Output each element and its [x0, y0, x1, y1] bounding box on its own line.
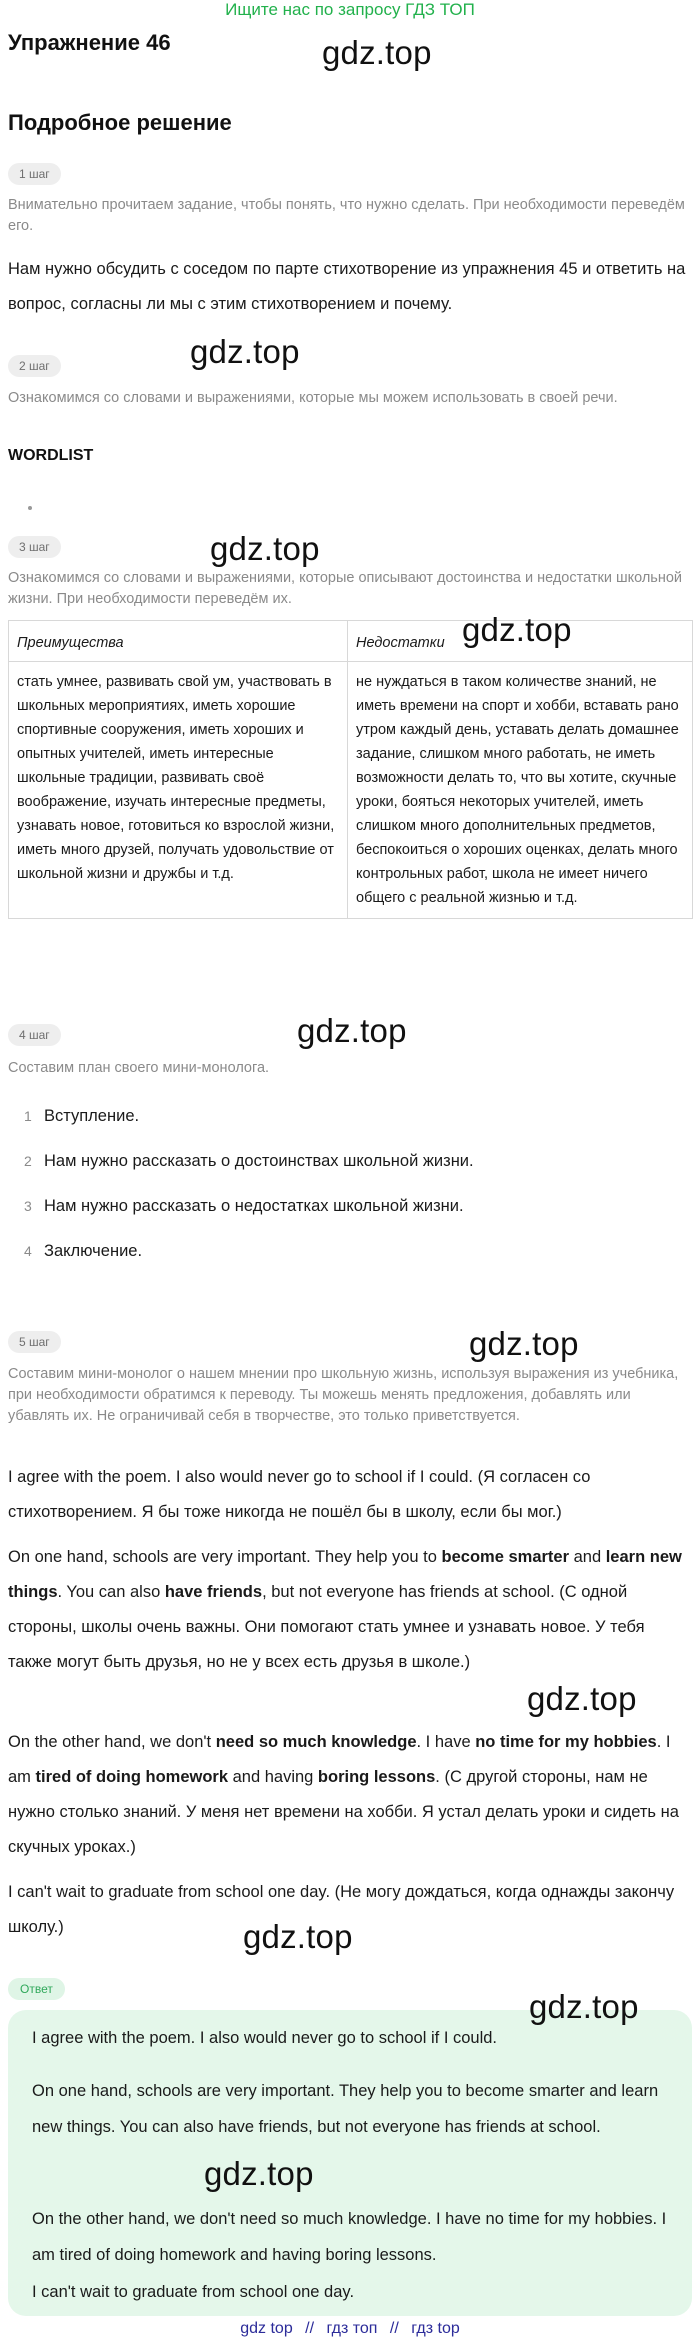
footer-link-gdz-top-ru[interactable]: гдз топ [326, 2320, 378, 2337]
watermark: gdz.top [322, 34, 432, 71]
list-item [8, 1102, 692, 1130]
watermark: gdz.top [462, 611, 572, 648]
step-badge-3: 3 шаг [8, 536, 61, 558]
footer-link-gdz-top-mixed[interactable]: гдз top [411, 2320, 460, 2337]
step-note-1: Внимательно прочитаем задание, чтобы понять, что нужно сделать. При необходимости переведём его. [8, 197, 685, 234]
monologue-paragraph-3: On the other hand, we don't need so much knowledge. I have no time for my hobbies. I am tired of doing homework and having boring lessons. (С другой стороны, нам не нужно столько знаний. У меня нет времени на хобби. Я устал делать уроки и сидеть на скучных уроках.) [8, 1733, 679, 1856]
step-badge-1: 1 шаг [8, 163, 61, 185]
step-note-4: Составим план своего мини-монолога. [8, 1060, 270, 1076]
watermark: gdz.top [204, 2155, 314, 2192]
answer-box [8, 2010, 692, 2316]
step-note-2: Ознакомимся со словами и выражениями, которые мы можем использовать в своей речи. [8, 390, 618, 406]
list-item [8, 1192, 692, 1220]
step-text-1: Нам нужно обсудить с соседом по парте стихотворение из упражнения 45 и ответить на вопрос, согласны ли мы с этим стихотворением и почему. [8, 260, 686, 313]
list-text: Заключение. [44, 1242, 143, 1260]
watermark: gdz.top [529, 1988, 639, 2025]
table-cell-pros: стать умнее, развивать свой ум, участвовать в школьных мероприятиях, иметь хорошие спортивные сооружения, иметь хороших и опытных учителей, иметь интересные школьные традиции, развивать своё воображение, изучать интересные предметы, узнавать новое, готовиться ко взрослой жизни, иметь много друзей, получать удовольствие от школьной жизни и дружбы и т.д. [9, 662, 348, 919]
answer-badge: Ответ [8, 1978, 65, 2000]
list-number: 4 [24, 1243, 32, 1259]
watermark: gdz.top [210, 530, 320, 567]
watermark: gdz.top [190, 333, 300, 370]
step-note-5: Составим мини-монолог о нашем мнении про школьную жизнь, используя выражения из учебника, при необходимости обратимся к переводу. Ты можешь менять предложения, добавлять или убавлять их. Не ограничивай себя в творчестве, это только приветствуется. [8, 1366, 679, 1424]
list-number: 3 [24, 1198, 32, 1214]
footer-link-gdz-top[interactable]: gdz top [240, 2320, 293, 2337]
search-banner: Ищите нас по запросу ГДЗ ТОП [225, 0, 475, 19]
step-badge-2: 2 шаг [8, 355, 61, 377]
watermark: gdz.top [243, 1918, 353, 1955]
list-item [8, 1147, 692, 1175]
footer-separator: // [305, 2320, 315, 2337]
table-cell-cons: не нуждаться в таком количестве знаний, не иметь времени на спорт и хобби, вставать рано утром каждый день, уставать делать домашнее задание, слишком много работать, не иметь возможности делать то, что вы хотите, скучные уроки, бояться некоторых учителей, иметь слишком много дополнительных предметов, беспокоиться о хороших оценках, делать много контрольных работ, школа не имеет ничего общего с реальной жизнью и т.д. [348, 662, 693, 919]
pros-cons-table [8, 620, 693, 919]
table-header-cons: Недостатки [348, 621, 693, 662]
step-badge-5: 5 шаг [8, 1331, 61, 1353]
monologue-paragraph-4: I can't wait to graduate from school one day. (Не могу дождаться, когда однажды закончу школу.) [8, 1883, 675, 1936]
monologue-paragraph-1: I agree with the poem. I also would never go to school if I could. (Я согласен со стихотворением. Я бы тоже никогда не пошёл бы в школу, если бы мог.) [8, 1468, 591, 1521]
watermark: gdz.top [527, 1680, 637, 1717]
footer-links [0, 2318, 700, 2340]
list-number: 1 [24, 1108, 32, 1124]
list-bullet [28, 506, 32, 510]
page-title: Упражнение 46 [8, 30, 171, 55]
watermark: gdz.top [469, 1325, 579, 1362]
answer-paragraph-3: On the other hand, we don't need so much knowledge. I have no time for my hobbies. I am tired of doing homework and having boring lessons. [32, 2210, 667, 2264]
section-title: Подробное решение [8, 110, 232, 135]
answer-paragraph-2: On one hand, schools are very important. They help you to become smarter and learn new things. You can also have friends, but not everyone has friends at school. [32, 2082, 659, 2136]
answer-paragraph-4: I can't wait to graduate from school one day. [32, 2283, 355, 2301]
watermark: gdz.top [297, 1012, 407, 1049]
list-text: Нам нужно рассказать о недостатках школьной жизни. [44, 1197, 464, 1215]
table-header-pros: Преимущества [9, 621, 348, 662]
list-text: Нам нужно рассказать о достоинствах школьной жизни. [44, 1152, 474, 1170]
list-item [8, 1237, 692, 1265]
step-badge-4: 4 шаг [8, 1024, 61, 1046]
step-note-3: Ознакомимся со словами и выражениями, которые описывают достоинства и недостатки школьной жизни. При необходимости переведём их. [8, 570, 683, 607]
monologue-paragraph-2: On one hand, schools are very important. They help you to become smarter and learn new things. You can also have friends, but not everyone has friends at school. (С одной стороны, школы очень важны. Они помогают стать умнее и узнавать новое. У тебя также могут быть друзья, но не у всех есть друзья в школе.) [8, 1548, 682, 1671]
list-number: 2 [24, 1153, 32, 1169]
answer-paragraph-1: I agree with the poem. I also would never go to school if I could. [32, 2029, 498, 2047]
footer-separator: // [389, 2320, 399, 2337]
list-text: Вступление. [44, 1107, 140, 1125]
wordlist-heading: WORDLIST [8, 447, 94, 464]
